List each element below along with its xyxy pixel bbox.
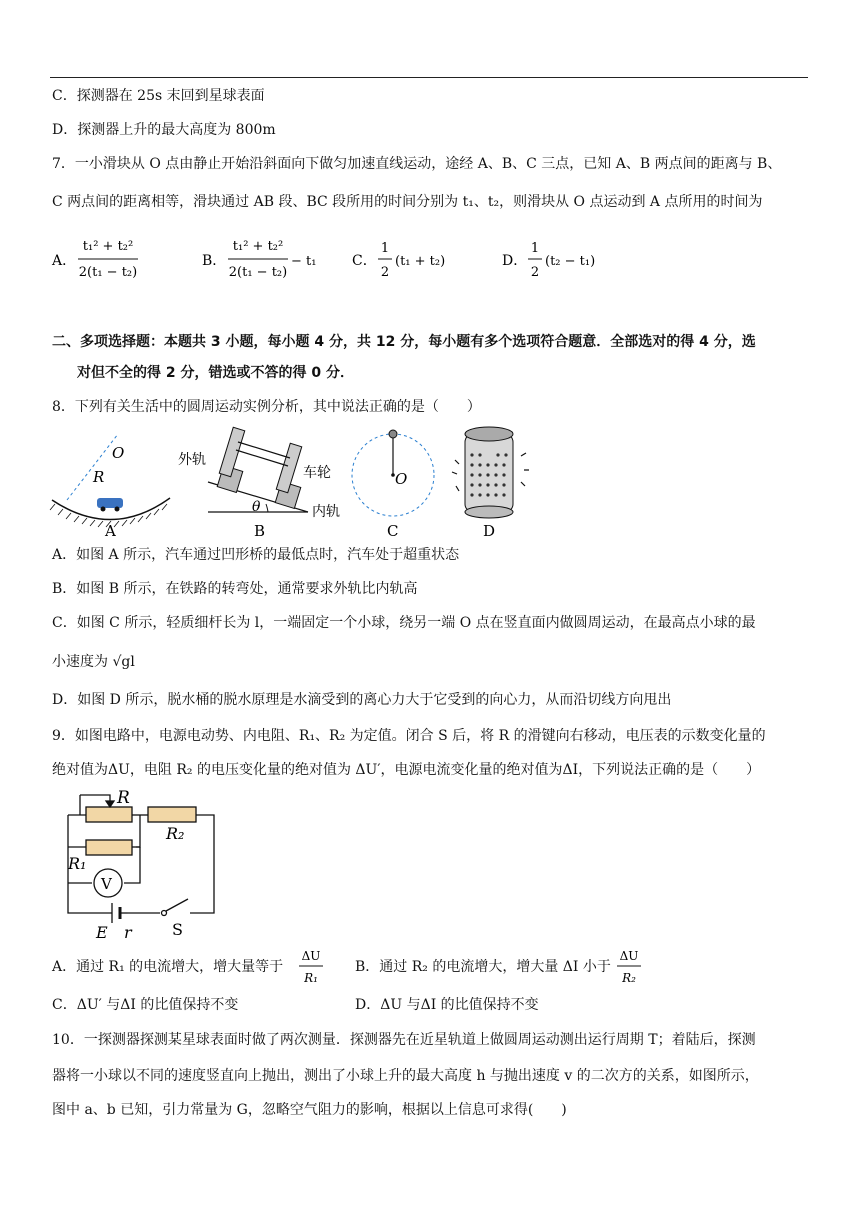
q8-option-a: A．如图 A 所示，汽车通过凹形桥的最低点时，汽车处于超重状态 [52,547,460,563]
svg-text:D．: D． [502,253,528,269]
q8-option-b: B．如图 B 所示，在铁路的转弯处，通常要求外轨比内轨高 [52,581,418,597]
svg-text:R₂: R₂ [166,824,185,843]
q10-stem-line2: 器将一小球以不同的速度竖直向上抛出，测出了小球上升的最大高度 h 与抛出速度 v 的二次方的关系，如图所示， [52,1068,759,1084]
q7-option-b [202,239,316,280]
q8-figures [0,420,860,545]
svg-text:2(t₁ − t₂): 2(t₁ − t₂) [228,265,288,280]
car-icon [97,498,123,508]
svg-text:r: r [124,923,132,942]
q7-stem-line1: 7．一小滑块从 O 点由静止开始沿斜面向下做匀加速直线运动，途经 A、B、C 三点，已知 A、B 两点间的距离与 B、 [52,156,782,172]
q8-figure-c [352,430,434,540]
svg-text:1: 1 [530,241,540,256]
svg-text:车轮: 车轮 [303,465,331,481]
q10-stem-line1: 10．一探测器探测某星球表面时做了两次测量．探测器先在近星轨道上做圆周运动测出运行周期 T；着陆后，探测 [52,1032,756,1048]
svg-text:B．: B． [202,253,227,269]
top-rule [50,77,808,78]
svg-text:t₁² + t₂²: t₁² + t₂² [232,239,284,254]
svg-text:− t₁: − t₁ [291,254,317,269]
svg-text:V: V [101,875,112,893]
svg-text:E: E [96,923,108,942]
section2-heading-line2: 对但不全的得 2 分，错选或不答的得 0 分． [77,365,354,381]
q8-figure-a [50,434,170,540]
q7-options [0,230,860,290]
svg-text:(t₂ − t₁): (t₂ − t₁) [545,254,596,269]
svg-text:1: 1 [380,241,390,256]
q9-stem-line1: 9．如图电路中，电源电动势、内电阻、R₁、R₂ 为定值。闭合 S 后，将 R 的滑键向右移动，电压表的示数变化量的 [52,728,766,744]
q8-figure-b [178,427,340,540]
q8-option-c-line1: C．如图 C 所示，轻质细杆长为 l，一端固定一个小球，绕另一端 O 点在竖直面内做圆周运动，在最高点小球的最 [52,615,756,631]
svg-text:D: D [483,522,496,540]
svg-text:2(t₁ − t₂): 2(t₁ − t₂) [78,265,138,280]
svg-text:R: R [93,468,105,486]
q9-option-c: C．ΔU′ 与ΔI 的比值保持不变 [52,997,239,1013]
q7-option-d [502,241,595,280]
svg-text:ΔU: ΔU [619,949,639,963]
svg-text:2: 2 [530,265,540,280]
q7-option-a [51,239,138,280]
svg-text:B: B [254,522,266,540]
prev-option-d: D．探测器上升的最大高度为 800m [52,122,276,138]
svg-text:2: 2 [380,265,390,280]
q8-figure-d [452,427,529,540]
section2-heading-line1: 二、多项选择题：本题共 3 小题，每小题 4 分，共 12 分，每小题有多个选项符合题意．全部选对的得 4 分，选 [52,334,756,350]
q8-stem: 8．下列有关生活中的圆周运动实例分析，其中说法正确的是（ ） [52,399,481,415]
q9-option-d: D．ΔU 与ΔI 的比值保持不变 [355,997,539,1013]
q9-stem-line2: 绝对值为ΔU，电阻 R₂ 的电压变化量的绝对值为 ΔU′，电源电流变化量的绝对值为ΔI，下列说法正确的是（ ） [52,762,761,778]
q9-option-b: B．通过 R₂ 的电流增大，增大量 ΔI 小于 [355,959,611,975]
prev-option-c: C．探测器在 25s 末回到星球表面 [52,88,265,104]
svg-text:A．: A． [52,253,77,269]
svg-text:R₁: R₁ [304,971,318,985]
svg-text:S: S [172,920,183,939]
q9-option-b-fraction [614,944,644,990]
svg-text:C．: C． [352,253,377,269]
svg-text:O: O [112,444,125,462]
svg-text:R: R [117,788,130,808]
svg-text:A: A [105,522,116,540]
q8-option-d: D．如图 D 所示，脱水桶的脱水原理是水滴受到的离心力大于它受到的向心力，从而沿切线方向甩出 [52,692,672,708]
q9-option-a-fraction [296,944,326,990]
svg-text:ΔU: ΔU [301,949,321,963]
svg-text:O: O [395,470,408,488]
svg-text:t₁² + t₂²: t₁² + t₂² [82,239,134,254]
svg-text:θ: θ [252,499,261,515]
svg-text:C: C [387,522,399,540]
q10-stem-line3: 图中 a、b 已知，引力常量为 G，忽略空气阻力的影响，根据以上信息可求得( ) [52,1102,567,1118]
svg-text:内轨: 内轨 [312,504,340,520]
svg-text:R₁: R₁ [68,854,87,873]
svg-text:外轨: 外轨 [178,452,206,468]
svg-text:(t₁ + t₂): (t₁ + t₂) [395,254,446,269]
q8-option-c-line2: 小速度为 √gl [52,654,135,670]
q9-option-a: A．通过 R₁ 的电流增大，增大量等于 [52,959,284,975]
q7-option-c [352,241,445,280]
svg-text:R₂: R₂ [622,971,636,985]
q7-stem-line2: C 两点间的距离相等，滑块通过 AB 段、BC 段所用的时间分别为 t₁、t₂，则滑块从 O 点运动到 A 点所用的时间为 [52,194,763,210]
q9-circuit [0,785,860,940]
